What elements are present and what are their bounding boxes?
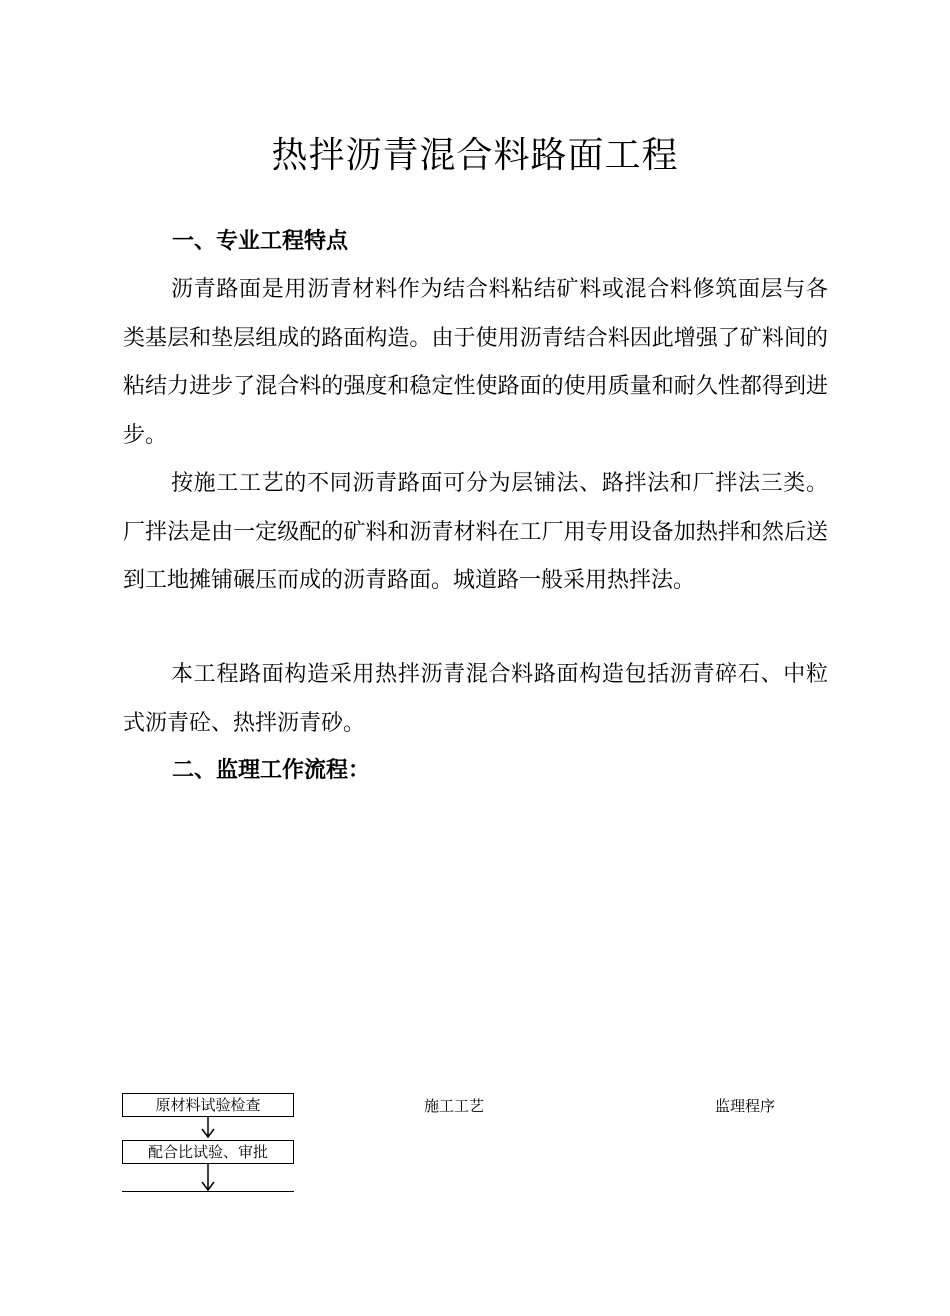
paragraph-asphalt-pavement: 沥青路面是用沥青材料作为结合料粘结矿料或混合料修筑面层与各类基层和垫层组成的路面构造。由于使用沥青结合料因此增强了矿料间的粘结力进步了混合料的强度和稳定性使路面的使用质量和耐久性都得到进步。 — [123, 277, 828, 448]
paragraph-construction-methods: 按施工工艺的不同沥青路面可分为层铺法、路拌法和厂拌法三类。厂拌法是由一定级配的矿料和沥青材料在工厂用专用设备加热拌和然后送到工地摊铺碾压而成的沥青路面。城道路一般采用热拌法。 — [123, 471, 828, 593]
section-heading-workflow: 二、监理工作流程： — [172, 758, 371, 783]
flow-divider — [122, 1191, 294, 1192]
arrow-down-icon — [200, 1164, 216, 1192]
column-label-process: 施工工艺 — [424, 1097, 485, 1115]
flow-step-mix-design: 配合比试验、审批 — [122, 1140, 294, 1164]
arrow-down-icon — [200, 1117, 216, 1139]
column-label-supervision: 监理程序 — [715, 1097, 776, 1115]
section-heading-features: 一、专业工程特点 — [172, 229, 349, 254]
page-title: 热拌沥青混合料路面工程 — [271, 135, 679, 176]
flow-step-material-test: 原材料试验检查 — [122, 1093, 294, 1117]
paragraph-project-structure: 本工程路面构造采用热拌沥青混合料路面构造包括沥青碎石、中粒式沥青砼、热拌沥青砂。 — [123, 662, 828, 736]
